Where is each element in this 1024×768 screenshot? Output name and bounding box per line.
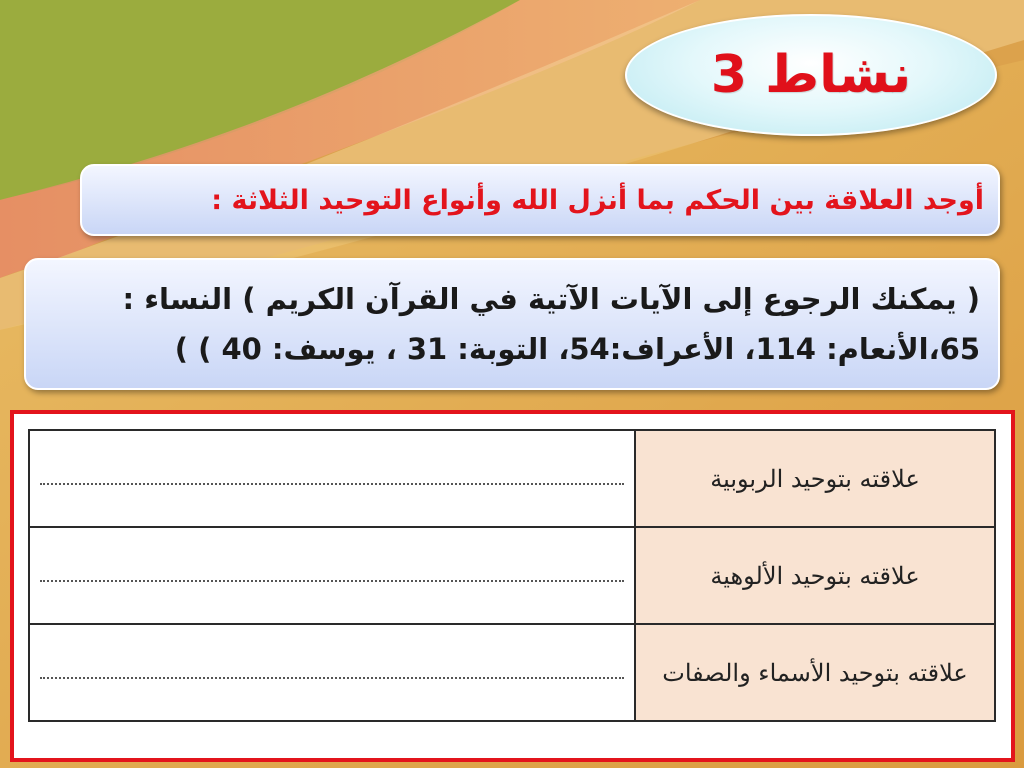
relationship-table	[28, 429, 996, 722]
instruction-panel	[80, 164, 1000, 236]
row-label: علاقته بتوحيد الربوبية	[635, 430, 995, 527]
answer-field[interactable]	[29, 624, 635, 721]
table-row	[29, 527, 995, 624]
dotted-answer-line	[40, 677, 624, 679]
worksheet-table-frame	[10, 410, 1015, 762]
slide-title: نشاط 3	[710, 45, 912, 105]
answer-field[interactable]	[29, 527, 635, 624]
table-row	[29, 624, 995, 721]
row-label: علاقته بتوحيد الألوهية	[635, 527, 995, 624]
slide-title-bubble	[625, 14, 997, 136]
dotted-answer-line	[40, 483, 624, 485]
instruction-text: أوجد العلاقة بين الحكم بما أنزل الله وأنواع التوحيد الثلاثة :	[211, 184, 984, 216]
reference-line-2: 65،الأنعام: 114، الأعراف:54، التوبة: 31 ، يوسف: 40 ) )	[174, 332, 980, 366]
dotted-answer-line	[40, 580, 624, 582]
reference-line-1: ( يمكنك الرجوع إلى الآيات الآتية في القرآن الكريم ) النساء :	[122, 282, 980, 316]
reference-panel	[24, 258, 1000, 390]
table-row	[29, 430, 995, 527]
row-label: علاقته بتوحيد الأسماء والصفات	[635, 624, 995, 721]
answer-field[interactable]	[29, 430, 635, 527]
